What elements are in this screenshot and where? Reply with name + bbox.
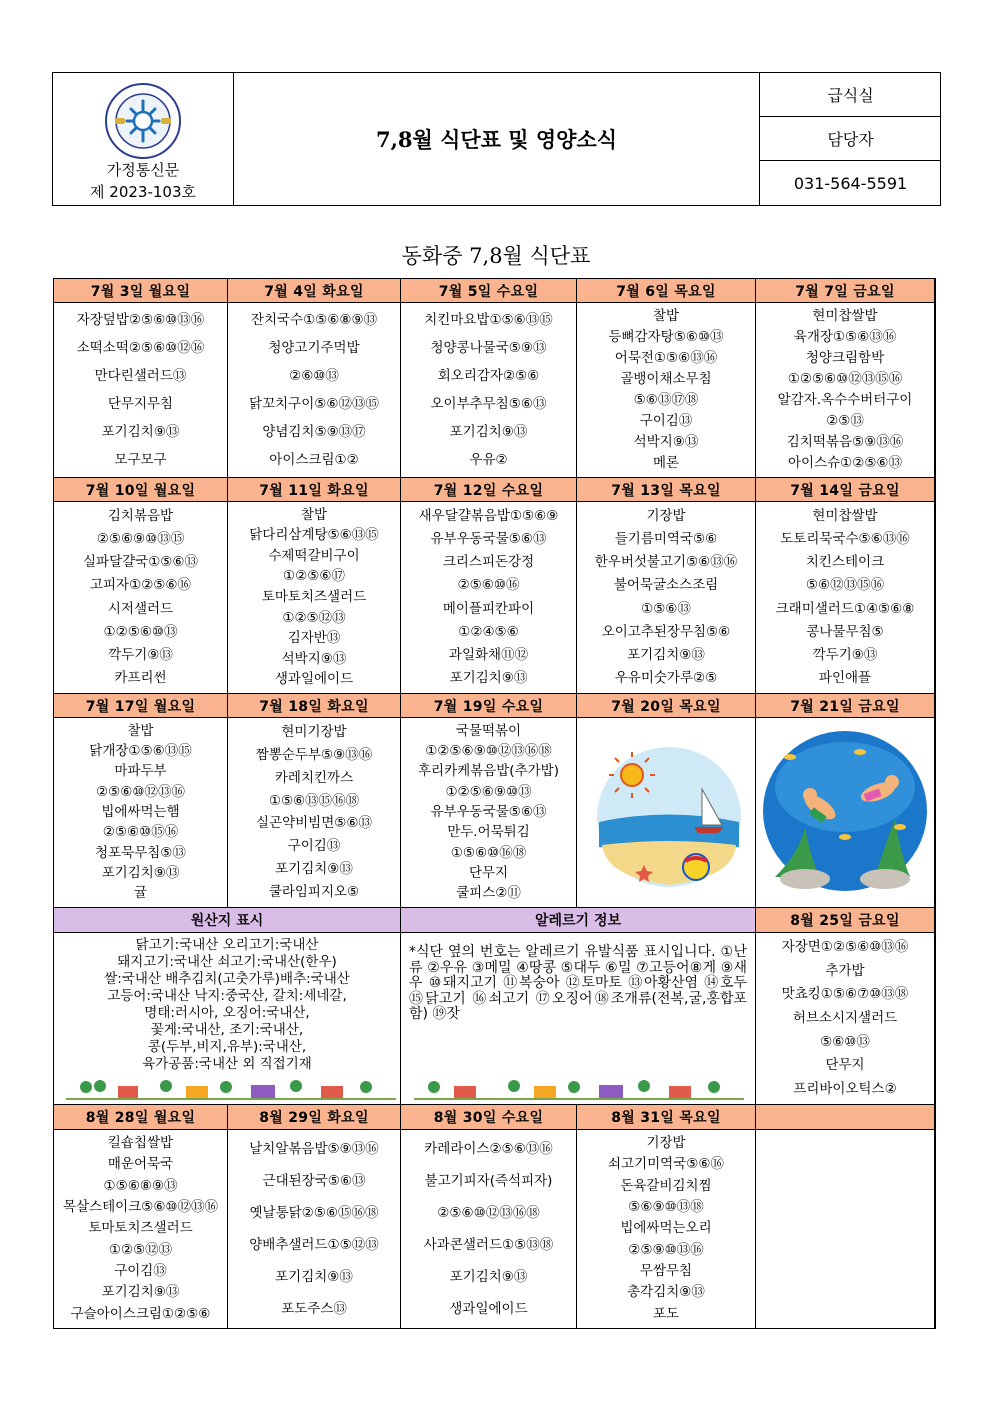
day-menu [756, 933, 935, 1105]
menu-item: 생과일에이드 [449, 1300, 528, 1317]
menu-item: 찰밥 [652, 308, 680, 324]
menu-item: 유부우동국물⑤⑥⑬ [430, 803, 547, 820]
menu-item: 닭다리삼계탕⑤⑥⑬⑮ [249, 527, 379, 544]
menu-item: 잔치국수①⑤⑥⑧⑨⑬ [250, 311, 378, 328]
menu-item: 아이스슈①②⑤⑥⑬ [787, 455, 903, 471]
day-header: 8월 30일 수요일 [401, 1105, 577, 1130]
day-menu [228, 502, 401, 694]
origin-header: 원산지 표시 [54, 908, 401, 933]
menu-item: 깍두기⑨⑬ [812, 646, 878, 663]
menu-item: 김치떡볶음⑤⑨⑬⑯ [786, 434, 904, 450]
menu-item: 크리스피돈강정 [442, 554, 535, 571]
day-header: 7월 18일 화요일 [228, 694, 401, 718]
department: 급식실 [760, 73, 941, 117]
day-header: 7월 21일 금요일 [756, 694, 935, 718]
menu-item: 모구모구 [114, 451, 167, 468]
menu-item: 청포묵무침⑤⑬ [95, 844, 186, 861]
menu-item: 현미찹쌀밥 [812, 508, 878, 525]
day-menu [756, 1130, 935, 1329]
menu-item: 자장면①②⑤⑥⑩⑬⑯ [781, 939, 909, 956]
menu-item: 기장밥 [646, 508, 686, 525]
menu-item: 수제떡갈비구이 [268, 547, 360, 564]
menu-item: 알감자.옥수수버터구이 [777, 392, 913, 408]
menu-item: 쿨피스②⑪ [456, 885, 521, 902]
day-menu [577, 303, 756, 478]
day-header: 7월 20일 목요일 [577, 694, 756, 718]
menu-item: 포기김치⑨⑬ [449, 423, 528, 440]
menu-item: 우유미숫가루②⑤ [614, 669, 718, 686]
day-header: 7월 5일 수요일 [401, 279, 577, 303]
menu-item: 날치알볶음밥⑤⑨⑬⑯ [249, 1140, 379, 1157]
day-menu [54, 502, 228, 694]
menu-item: 국물떡볶이 [455, 722, 522, 739]
menu-item: 빕에싸먹는오리 [620, 1220, 712, 1237]
menu-item: 치킨스테이크 [805, 554, 885, 571]
origin-line: 돼지고기:국내산 쇠고기:국내산(한우) [117, 954, 337, 970]
day-menu [577, 1130, 756, 1329]
day-header: 8월 31일 목요일 [577, 1105, 756, 1130]
menu-item: ②⑤⑥⑩⑫⑬⑯ [96, 783, 185, 800]
allergy-text: *식단 옆의 번호는 알레르기 유발식품 표시입니다. ①난류 ②우유 ③메밀 ④땅콩 ⑤대두 ⑥밀 ⑦고등어⑧게 ⑨새우 ⑩돼지고기 ⑪복숭아 ⑫토마토 ⑬아황산염 ⑭호두 ⑮닭고기 ⑯쇠고기 ⑰오징어⑱조개류(전복,굴,홍합포함) ⑲잣 [409, 944, 747, 1022]
menu-item: 불어묵굴소스조림 [613, 577, 719, 594]
menu-item: ⑤⑥⑨⑩⑬⑱ [628, 1199, 704, 1216]
menu-item: 유부우동국물⑤⑥⑬ [430, 531, 547, 548]
menu-item: 근대된장국⑤⑥⑬ [262, 1172, 366, 1189]
menu-item: 토마토치즈샐러드 [261, 588, 367, 605]
menu-item: 골뱅이채소무침 [620, 371, 712, 387]
menu-item: 석박지⑨⑬ [633, 434, 699, 450]
origin-line: 고등어:국내산 낙지:중국산, 갈치:세네갈, [107, 988, 347, 1004]
menu-item: ①②④⑤⑥ [458, 623, 519, 640]
menu-item: 총각김치⑨⑬ [627, 1284, 705, 1301]
menu-item: 만두.어묵튀김 [447, 824, 530, 841]
menu-item: 포도주스⑬ [281, 1300, 347, 1317]
village-decoration-left [66, 1074, 396, 1102]
day-menu [228, 303, 401, 478]
menu-item: 양념김치⑤⑨⑬⑰ [262, 423, 366, 440]
menu-item: 메이플피칸파이 [442, 600, 535, 617]
menu-item: 기장밥 [646, 1135, 686, 1152]
menu-item: ①②⑤⑫⑬ [108, 1241, 173, 1258]
menu-item: 포기김치⑨⑬ [101, 864, 180, 881]
day-menu [401, 303, 577, 478]
newsletter-type: 가정통신문 [106, 161, 180, 179]
beach-illustration [584, 727, 754, 895]
menu-item: ①②⑤⑥⑩⑫⑬⑮⑯ [787, 371, 903, 387]
menu-item: 무쌈무침 [639, 1263, 693, 1280]
menu-item: 포기김치⑨⑬ [101, 1284, 180, 1301]
menu-item: 불고기피자(즉석피자) [424, 1172, 553, 1189]
menu-item: 깍두기⑨⑬ [108, 646, 173, 663]
day-header: 7월 3일 월요일 [54, 279, 228, 303]
menu-item: 포기김치⑨⑬ [449, 669, 528, 686]
menu-item: 닭개장①⑤⑥⑬⑮ [89, 742, 192, 759]
day-header: 7월 11일 화요일 [228, 478, 401, 502]
menu-item: 포기김치⑨⑬ [101, 423, 180, 440]
day-header: 7월 4일 화요일 [228, 279, 401, 303]
origin-line: 쌀:국내산 배추김치(고춧가루)배추:국내산 [104, 971, 350, 987]
menu-item: 포기김치⑨⑬ [275, 1268, 353, 1285]
menu-item: 자장덮밥②⑤⑥⑩⑬⑯ [76, 311, 205, 328]
menu-item: 포기김치⑨⑬ [627, 646, 705, 663]
menu-item: 청양고기주먹밥 [268, 339, 360, 356]
menu-item: 찰밥 [300, 506, 328, 523]
allergy-header: 알레르기 정보 [401, 908, 756, 933]
issue-number: 제 2023-103호 [90, 183, 196, 201]
menu-item: 맛쵸킹①⑤⑥⑦⑩⑬⑱ [781, 986, 909, 1003]
menu-item: 포기김치⑨⑬ [275, 861, 353, 878]
menu-item: 구이김⑬ [287, 838, 341, 855]
menu-item: 아이스크림①② [269, 451, 359, 468]
day-header: 7월 14일 금요일 [756, 478, 935, 502]
menu-item: 도토리묵국수⑤⑥⑬⑯ [780, 531, 910, 548]
menu-item: 구이김⑬ [114, 1263, 167, 1280]
origin-line: 육가공품:국내산 외 직접기재 [142, 1056, 312, 1072]
menu-item: 우유② [469, 451, 508, 468]
menu-item: 허브소시지샐러드 [792, 1009, 898, 1026]
menu-item: ①②⑤⑥⑨⑩⑬ [445, 783, 532, 800]
menu-item: 치킨마요밥①⑤⑥⑬⑮ [424, 311, 553, 328]
menu-item: 마파두부 [114, 763, 167, 780]
menu-grid [53, 278, 936, 1329]
menu-item: 김치볶음밥 [107, 508, 174, 525]
menu-item: ⑤⑥⑬⑰⑱ [633, 392, 699, 408]
menu-item: ①⑤⑥⑬ [641, 600, 691, 617]
menu-item: 현미기장밥 [281, 723, 347, 740]
menu-item: 쇠고기미역국⑤⑥⑯ [608, 1156, 724, 1173]
menu-item: ①②⑤⑫⑬ [282, 609, 346, 626]
menu-item: ⑤⑥⑫⑬⑮⑯ [805, 577, 885, 594]
menu-item: 구이김⑬ [639, 413, 693, 429]
menu-item: 프리바이오틱스② [793, 1080, 897, 1097]
menu-item: ①②⑤⑥⑨⑩⑫⑬⑯⑱ [425, 742, 552, 759]
menu-item: 토마토치즈샐러드 [88, 1220, 193, 1237]
day-menu [54, 1130, 228, 1329]
menu-item: 청양콩나물국⑤⑨⑬ [430, 339, 547, 356]
day-header [756, 1105, 935, 1130]
day-menu [228, 1130, 401, 1329]
day-menu [54, 718, 228, 908]
menu-item: 매운어묵국 [107, 1156, 174, 1173]
menu-item: 김자반⑬ [287, 630, 341, 647]
menu-item: 청양크림함박 [805, 350, 885, 366]
menu-item: 단무지 [468, 864, 509, 881]
day-header: 8월 28일 월요일 [54, 1105, 228, 1130]
menu-item: 오이부추무침⑤⑥⑬ [430, 395, 547, 412]
menu-item: 단무지무침 [107, 395, 174, 412]
menu-item: 찰밥 [127, 722, 154, 739]
menu-item: 시저샐러드 [107, 600, 174, 617]
header-left-cell [53, 73, 234, 205]
publication-info [53, 159, 233, 203]
day-menu [401, 1130, 577, 1329]
day-header: 7월 17일 월요일 [54, 694, 228, 718]
menu-item: 카프리썬 [114, 669, 167, 686]
menu-item: 들기름미역국⑤⑥ [614, 531, 718, 548]
menu-item: ②⑤⑥⑩⑫⑬⑯⑱ [437, 1204, 540, 1221]
menu-item: ②⑤⑥⑨⑩⑬⑮ [96, 531, 185, 548]
phone-number: 031-564-5591 [793, 173, 908, 193]
menu-item: 닭꼬치구이⑤⑥⑫⑬⑮ [249, 395, 379, 412]
day-header: 8월 29일 화요일 [228, 1105, 401, 1130]
menu-item: 어묵전①⑤⑥⑬⑯ [614, 350, 718, 366]
day-menu [401, 718, 577, 908]
menu-item: 옛날통닭②⑤⑥⑮⑯⑱ [249, 1204, 379, 1221]
menu-item: 추가밥 [825, 962, 865, 979]
origin-line: 명태:러시아, 오징어:국내산, [144, 1005, 310, 1021]
menu-item: 회오리감자②⑤⑥ [437, 367, 540, 384]
menu-item: 석박지⑨⑬ [281, 650, 347, 667]
menu-item: 과일화채⑪⑫ [448, 646, 529, 663]
day-header: 8월 25일 금요일 [756, 908, 935, 933]
day-header: 7월 12일 수요일 [401, 478, 577, 502]
header-right-cell [759, 73, 940, 205]
origin-line: 꽃게:국내산, 조기:국내산, [150, 1022, 304, 1038]
menu-item: 실곤약비빔면⑤⑥⑬ [256, 815, 372, 832]
menu-item: 킬숍칩쌀밥 [107, 1135, 174, 1152]
menu-item: 돈육갈비김치찜 [620, 1177, 712, 1194]
menu-item: 고피자①②⑤⑥⑯ [89, 577, 192, 594]
menu-item: 빕에싸먹는햄 [101, 803, 180, 820]
menu-item: ②⑤⑥⑩⑯ [457, 577, 520, 594]
menu-item: 크래미샐러드①④⑤⑥⑧ [775, 600, 915, 617]
day-menu [577, 502, 756, 694]
menu-item: 짬뽕순두부⑤⑨⑬⑯ [255, 746, 373, 763]
day-header: 7월 6일 목요일 [577, 279, 756, 303]
day-menu [756, 303, 935, 478]
menu-item: ①②⑤⑥⑩⑬ [103, 623, 178, 640]
menu-item: ①⑤⑥⑬⑮⑯⑱ [268, 792, 360, 809]
menu-item: 포기김치⑨⑬ [449, 1268, 528, 1285]
day-menu [54, 303, 228, 478]
school-logo [103, 81, 183, 161]
menu-item: ①⑤⑥⑩⑯⑱ [450, 844, 527, 861]
origin-line: 콩(두부,비지,유부):국내산, [147, 1039, 307, 1055]
origin-line: 닭고기:국내산 오리고기:국내산 [135, 937, 319, 953]
menu-item: 새우달걀볶음밥①⑤⑥⑨ [418, 508, 559, 525]
menu-item: 카레라이스②⑤⑥⑬⑯ [424, 1140, 553, 1157]
manager-label: 담당자 [760, 117, 941, 161]
menu-item: 카레치킨까스 [274, 769, 354, 786]
village-decoration-middle [414, 1074, 744, 1102]
day-menu [401, 502, 577, 694]
menu-item: 쿨라임피지오⑤ [268, 884, 360, 901]
menu-item: 한우버섯불고기⑤⑥⑬⑯ [594, 554, 738, 571]
menu-item: ②⑤⑥⑩⑮⑯ [102, 824, 179, 841]
menu-item: 생과일에이드 [274, 671, 354, 688]
menu-item: ⑤⑥⑩⑬ [820, 1033, 870, 1050]
menu-item: 실파달걀국①⑤⑥⑬ [82, 554, 198, 571]
menu-item: 양배추샐러드①⑤⑫⑬ [249, 1236, 379, 1253]
menu-item: ②⑤⑨⑩⑬⑯ [628, 1241, 704, 1258]
menu-item: 후리카케볶음밥(추가밥) [418, 763, 559, 780]
day-header: 7월 10일 월요일 [54, 478, 228, 502]
day-header: 7월 13일 목요일 [577, 478, 756, 502]
day-menu [756, 502, 935, 694]
menu-item: ①②⑤⑥⑰ [283, 568, 345, 585]
menu-item: 만다린샐러드⑬ [94, 367, 187, 384]
menu-item: 파인애플 [818, 669, 872, 686]
document-title: 7,8월 식단표 및 영양소식 [375, 127, 618, 152]
menu-item: 오이고추된장무침⑤⑥ [601, 623, 731, 640]
menu-item: 목살스테이크⑤⑥⑩⑫⑬⑯ [62, 1199, 219, 1216]
menu-item: 소떡소떡②⑤⑥⑩⑫⑯ [76, 339, 205, 356]
day-menu [228, 718, 401, 908]
newsletter-header [52, 72, 941, 206]
menu-item: ②⑤⑬ [826, 413, 864, 429]
day-header: 7월 19일 수요일 [401, 694, 577, 718]
menu-item: 콩나물무침⑤ [806, 623, 884, 640]
menu-item: 등뼈감자탕⑤⑥⑩⑬ [608, 329, 724, 345]
menu-item: 현미찹쌀밥 [812, 308, 878, 324]
menu-item: ②⑥⑩⑬ [289, 367, 339, 384]
menu-item: 귤 [133, 885, 148, 902]
underwater-illustration [760, 727, 930, 895]
menu-item: 구슬아이스크림①②⑤⑥ [70, 1305, 211, 1322]
menu-item: 사과콘샐러드①⑤⑬⑱ [423, 1236, 554, 1253]
menu-item: ①⑤⑥⑧⑨⑬ [103, 1177, 178, 1194]
menu-item: 단무지 [825, 1057, 865, 1074]
day-header: 7월 7일 금요일 [756, 279, 935, 303]
page-title: 동화중 7,8월 식단표 [401, 244, 591, 268]
menu-item: 포도 [652, 1305, 680, 1322]
menu-item: 메론 [652, 455, 680, 471]
menu-item: 육개장①⑤⑥⑬⑯ [793, 329, 897, 345]
